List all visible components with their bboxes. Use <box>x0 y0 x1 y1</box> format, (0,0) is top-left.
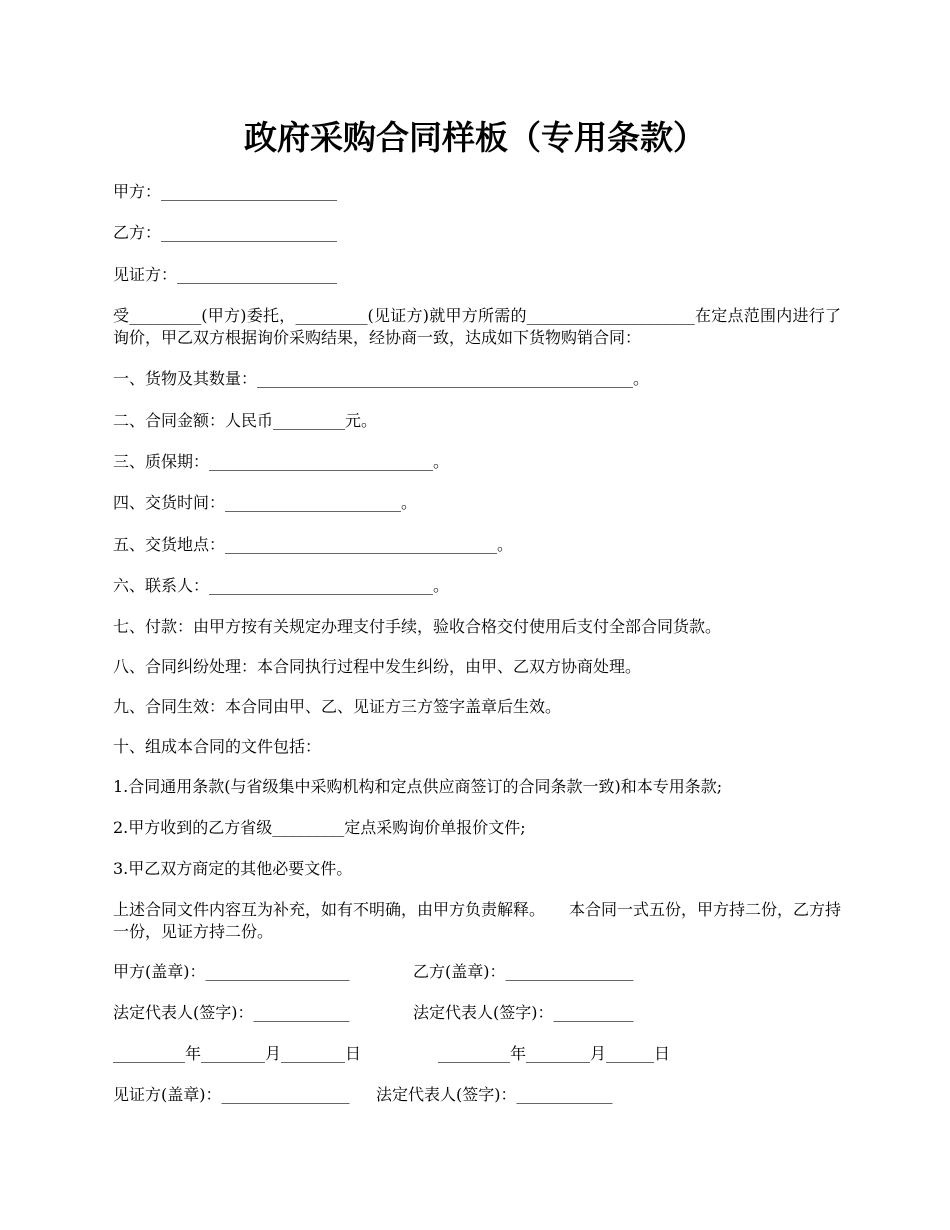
party-b-date: _________年________月______日 <box>438 1044 671 1063</box>
clause-effective: 九、合同生效：本合同由甲、乙、见证方三方签字盖章后生效。 <box>113 697 562 716</box>
page-title: 政府采购合同样板（专用条款） <box>244 118 706 157</box>
clause-delivery-time: 四、交货时间：______________________。 <box>113 493 418 512</box>
party-a-date: _________年________月________日 <box>113 1044 362 1063</box>
document-item-3: 3.甲乙双方商定的其他必要文件。 <box>113 859 353 878</box>
party-a-seal: 甲方(盖章)：__________________ <box>113 962 350 981</box>
party-a-representative: 法定代表人(签字)：____________ <box>113 1003 350 1022</box>
party-b-line: 乙方：______________________ <box>113 223 338 242</box>
intro-paragraph: 受_________(甲方)委托，_________(见证方)就甲方所需的_____________________在定点范围内进行了询价，甲乙双方根据询价采购结果，经协商一致，达成如下货物购销合同： <box>113 306 841 347</box>
clause-documents: 十、组成本合同的文件包括： <box>113 737 322 756</box>
clause-dispute: 八、合同纠纷处理：本合同执行过程中发生纠纷，由甲、乙双方协商处理。 <box>113 657 642 676</box>
party-b-representative: 法定代表人(签字)：__________ <box>413 1003 634 1022</box>
witness-line: 见证方：____________________ <box>113 265 338 284</box>
party-a-line: 甲方：______________________ <box>113 182 338 201</box>
document-item-2: 2.甲方收到的乙方省级_________定点采购询价单报价文件; <box>113 818 526 837</box>
clause-goods: 一、货物及其数量：_______________________________________________。 <box>113 369 650 388</box>
witness-seal: 见证方(盖章)：________________ <box>113 1085 350 1104</box>
witness-representative: 法定代表人(签字)：____________ <box>376 1085 613 1104</box>
clause-delivery-place: 五、交货地点：__________________________________。 <box>113 535 514 554</box>
clause-warranty: 三、质保期：____________________________。 <box>113 452 450 471</box>
clause-payment: 七、付款：由甲方按有关规定办理支付手续，验收合格交付使用后支付全部合同货款。 <box>113 617 722 636</box>
document-item-1: 1.合同通用条款(与省级集中采购机构和定点供应商签订的合同条款一致)和本专用条款; <box>113 777 723 796</box>
clause-amount: 二、合同金额：人民币_________元。 <box>113 411 378 430</box>
clause-contact: 六、联系人：____________________________。 <box>113 576 450 595</box>
party-b-seal: 乙方(盖章)：________________ <box>413 962 634 981</box>
supplement-paragraph: 上述合同文件内容互为补充，如有不明确，由甲方负责解释。 本合同一式五份，甲方持二份，乙方持一份，见证方持二份。 <box>113 900 842 941</box>
